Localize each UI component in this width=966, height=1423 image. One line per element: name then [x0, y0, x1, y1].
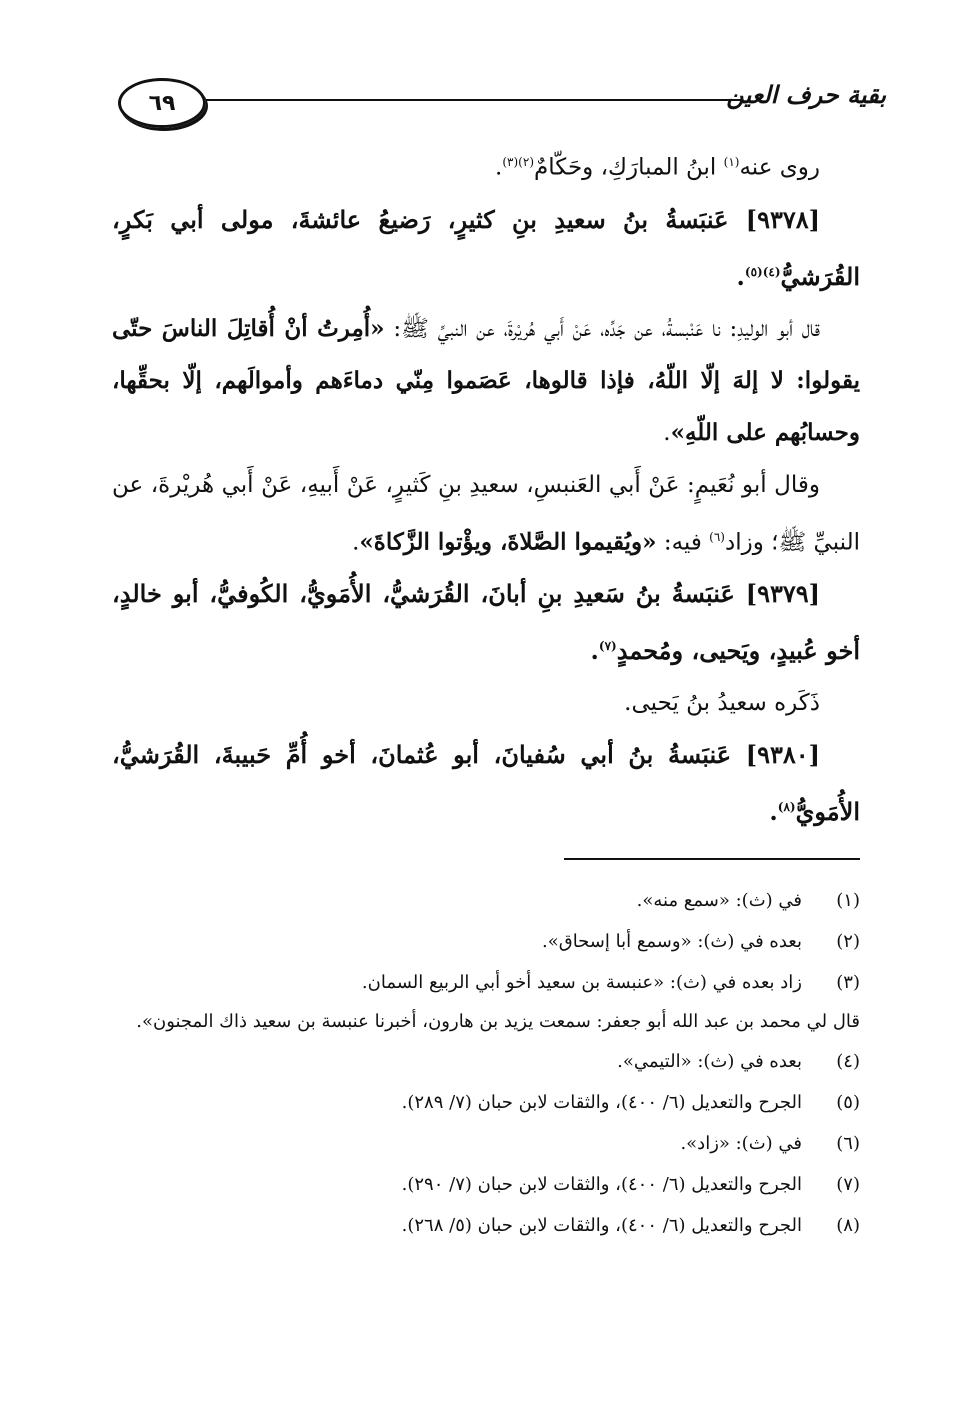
- footnote-5: [112, 1082, 860, 1123]
- footnote-1: [112, 880, 860, 921]
- footnote-7: [112, 1164, 860, 1205]
- hadith-text: «ويُقيموا الصَّلاةَ، ويؤْتوا الزَّكاةَ»: [359, 528, 657, 556]
- footnote-number: (٣): [836, 972, 860, 993]
- paragraph-dhakarahu: [112, 677, 860, 729]
- text-span: فيه:: [656, 529, 710, 556]
- footnote-ref: (٦): [709, 529, 725, 544]
- footnote-text: في (ث): «سمع منه».: [636, 890, 802, 911]
- footnote-text: في (ث): «زاد».: [680, 1133, 802, 1154]
- footnote-3-continuation: قال لي محمد بن عبد الله أبو جعفر: سمعت يزيد بن هارون، أخبرنا عنبسة بن سعيد ذاك المجنون».: [136, 1011, 860, 1032]
- text-span: .: [663, 419, 671, 446]
- footnote-text: الجرح والتعديل (٦/ ٤٠٠)، والثقات لابن حبان (٧/ ٢٩٠).: [401, 1174, 802, 1195]
- running-title: بقية حرف العين: [726, 80, 886, 109]
- footnote-number: (٢): [836, 931, 860, 952]
- footnote-number: (٨): [836, 1215, 860, 1236]
- entry-heading: [٩٣٧٨] عَنبَسةُ بنُ سعيدِ بنِ كثيرٍ، رَضيعُ عائشةَ، مولى أبي بَكرٍ، القُرَشيُّ: [112, 204, 860, 291]
- page-number: ٦٩: [118, 78, 206, 128]
- entry-heading: [٩٣٨٠] عَنبَسةُ بنُ أبي سُفيانَ، أبو عُثمانَ، أخو أُمِّ حَبيبةَ، القُرَشيُّ، الأُمَويُّ: [112, 740, 860, 827]
- footnote-4: [112, 1041, 860, 1082]
- footnote-number: (١): [836, 890, 860, 911]
- entry-9378: [٩٣٧٨] عَنبَسةُ بنُ سعيدِ بنِ كثيرٍ، رَضيعُ عائشةَ، مولى أبي بَكرٍ، القُرَشيُّ$^{(٤)(٥)}$.: [112, 204, 860, 291]
- footnote-6: [112, 1123, 860, 1164]
- entry-heading: [٩٣٧٩] عَنبَسةُ بنُ سَعيدِ بنِ أبانَ، القُرَشيُّ، الأُمَويُّ، الكُوفيُّ، أبو خالدٍ، أخو عُبيدٍ، ويَحيى، ومُحمدٍ: [112, 579, 860, 666]
- footnote-2: [112, 921, 860, 962]
- footnote-number: (٤): [836, 1051, 860, 1072]
- footnote-number: (٥): [836, 1092, 860, 1113]
- entry-9380: [٩٣٨٠] عَنبَسةُ بنُ أبي سُفيانَ، أبو عُثمانَ، أخو أُمِّ حَبيبةَ، القُرَشيُّ، الأُمَويُّ$^{(٨)}$.: [112, 740, 860, 827]
- footnote-text: الجرح والتعديل (٦/ ٤٠٠)، والثقات لابن حبان (٧/ ٢٨٩).: [401, 1092, 802, 1113]
- footnotes: [112, 880, 860, 1246]
- footnote-8: [112, 1205, 860, 1246]
- footnote-ref: (٢)(٣): [502, 155, 534, 169]
- text-span: .: [352, 529, 360, 556]
- footnote-number: (٧): [836, 1174, 860, 1195]
- footnote-ref: (٧): [598, 639, 617, 654]
- text-span: وقال أبو نُعَيمٍ: عَنْ أَبي العَنبسِ، سعيدِ بنِ كَثيرٍ، عَنْ أَبيهِ، عَنْ أَبي هُريْرةَ، عن النبيِّ ﷺ؛ وزاد: [112, 471, 860, 556]
- footnote-text: بعده في (ث): «وسمع أبا إسحاق».: [542, 931, 802, 952]
- footnote-text: زاد بعده في (ث): «عنبسة بن سعيد أخو أبي الربيع السمان.: [361, 972, 802, 993]
- main-text: [112, 136, 860, 838]
- footnote-text: الجرح والتعديل (٦/ ٤٠٠)، والثقات لابن حبان (٥/ ٢٦٨).: [401, 1215, 802, 1236]
- page-header: [110, 78, 886, 128]
- footnote-ref: (٨): [777, 800, 796, 815]
- header-rule: [206, 99, 741, 101]
- footnote-ref: (٤)(٥): [744, 264, 781, 279]
- text-span: روى عنه: [739, 154, 820, 181]
- paragraph-narrators: [112, 136, 860, 194]
- text-span: ابنُ المبارَكِ، وحَكّامٌ: [534, 154, 724, 181]
- paragraph-abu-nuaym: [112, 459, 860, 569]
- footnote-ref: (١): [723, 155, 740, 169]
- paragraph-abu-walid: [112, 303, 860, 459]
- footnote-text: بعده في (ث): «التيمي».: [617, 1051, 802, 1072]
- hadith-text: «أُمِرتُ أنْ أُقاتِلَ الناسَ حتّى يقولوا: لا إلهَ إلّا اللّهُ، فإذا قالوها، عَصَموا مِنّي دماءَهم وأموالَهم، إلّا بحقِّها، وحسابُهم على اللّهِ»: [112, 314, 860, 446]
- footnote-separator: [564, 858, 860, 860]
- text-span: قال أبو الوليدِ: نا عَنْبسةُ، عن جَدِّه، عَنْ أَبي هُريْرةَ، عن النبيِّ ﷺ:: [384, 315, 821, 342]
- entry-9379: [٩٣٧٩] عَنبَسةُ بنُ سَعيدِ بنِ أبانَ، القُرَشيُّ، الأُمَويُّ، الكُوفيُّ، أبو خالدٍ، أخو عُبيدٍ، ويَحيى، ومُحمدٍ$^{(٧)}$.: [112, 579, 860, 666]
- footnote-number: (٦): [836, 1133, 860, 1154]
- footnote-3: [112, 962, 860, 1003]
- text-span: ذَكَره سعيدُ بنُ يَحيى.: [624, 690, 820, 717]
- text-span: .: [495, 154, 503, 181]
